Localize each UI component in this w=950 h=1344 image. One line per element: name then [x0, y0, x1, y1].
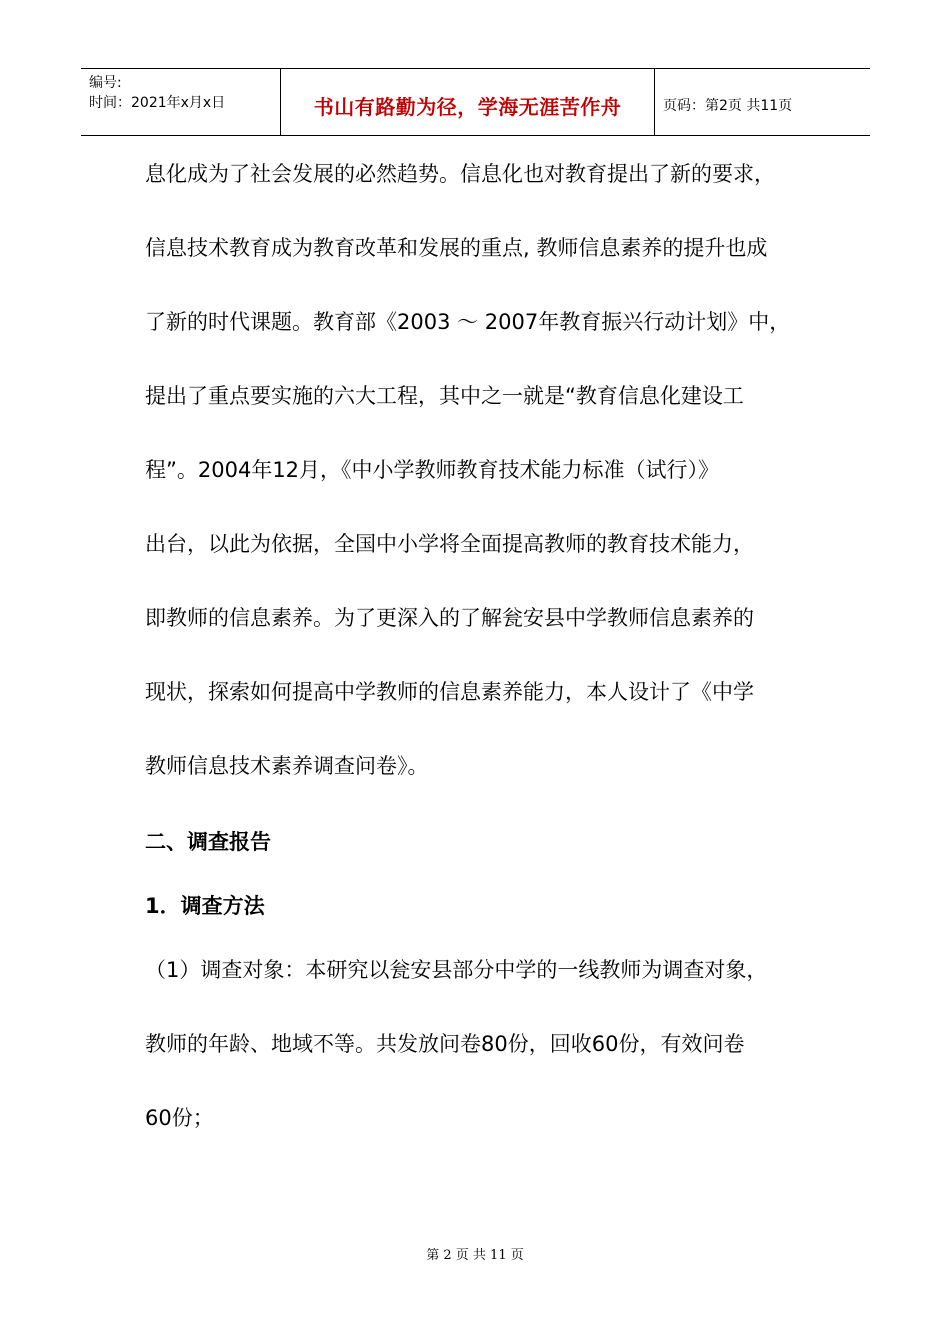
- page-header: [81, 68, 870, 136]
- body-line: 息化成为了社会发展的必然趋势。信息化也对教育提出了新的要求，: [145, 162, 775, 186]
- method-line: （1）调查对象：本研究以瓮安县部分中学的一线教师为调查对象，: [145, 958, 768, 982]
- body-line: 了新的时代课题。教育部《2003 ～ 2007年教育振兴行动计划》中，: [145, 310, 791, 334]
- page-footer: [0, 1244, 950, 1263]
- body-line: 提出了重点要实施的六大工程，其中之一就是“教育信息化建设工: [145, 384, 744, 408]
- header-motto: 书山有路勤为径，学海无涯苦作舟: [313, 94, 622, 119]
- header-page-info: 页码：第2页 共11页: [663, 98, 793, 114]
- header-page-cell: [655, 69, 870, 135]
- method-line: 60份；: [145, 1106, 214, 1130]
- footer-page-number: 第 2 页 共 11 页: [426, 1248, 524, 1263]
- body-line: 出台，以此为依据，全国中小学将全面提高教师的教育技术能力，: [145, 532, 754, 556]
- body-line: 信息技术教育成为教育改革和发展的重点, 教师信息素养的提升也成: [145, 236, 768, 260]
- subsection-heading: 1．调查方法: [145, 894, 265, 918]
- header-meta-cell: [81, 69, 281, 135]
- body-line: 即教师的信息素养。为了更深入的了解瓮安县中学教师信息素养的: [145, 606, 754, 630]
- doc-time-label: 时间：2021年x月x日: [89, 95, 226, 111]
- header-motto-cell: [281, 69, 655, 135]
- doc-number-label: 编号:: [89, 75, 122, 91]
- body-line: 教师信息技术素养调查问卷》。: [145, 754, 429, 778]
- body-line: 现状，探索如何提高中学教师的信息素养能力，本人设计了《中学: [145, 680, 754, 704]
- section-heading: 二、调查报告: [145, 830, 271, 854]
- body-line: 程”。2004年12月，《中小学教师教育技术能力标准（试行）》: [145, 458, 720, 482]
- method-line: 教师的年龄、地域不等。共发放问卷80份，回收60份，有效问卷: [145, 1032, 745, 1056]
